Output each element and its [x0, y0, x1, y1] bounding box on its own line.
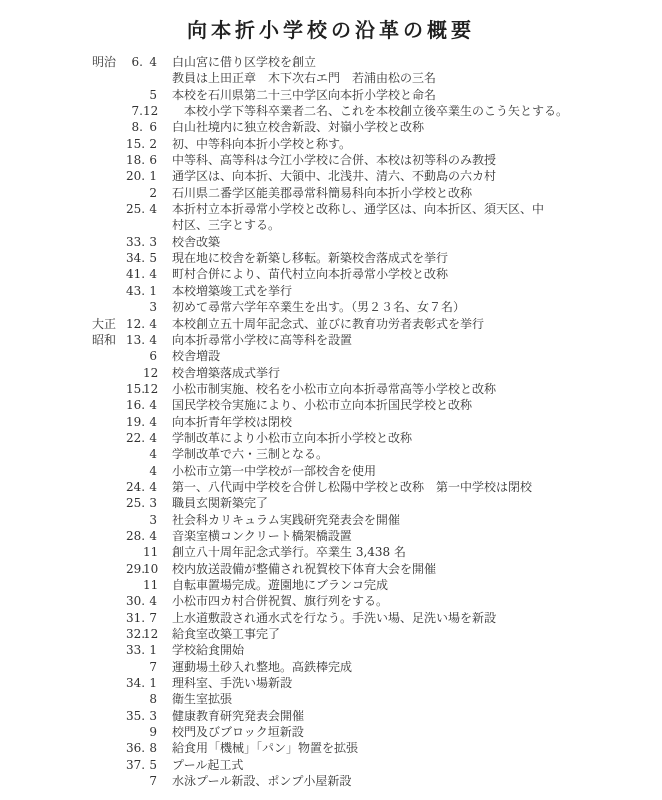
- timeline-row: [0, 381, 662, 397]
- row-year: 8.: [131, 120, 143, 135]
- row-year: 18.: [126, 153, 146, 168]
- timeline-row: [0, 610, 662, 626]
- row-event-text: 村区、三字とする。: [172, 218, 281, 233]
- row-month: 4: [149, 398, 157, 413]
- timeline-row: [0, 544, 662, 560]
- row-month: 2: [149, 185, 157, 200]
- timeline-row: [0, 512, 662, 528]
- timeline-row: [0, 479, 662, 495]
- row-year: 37.: [126, 757, 146, 772]
- row-event-text: 自転車置場完成。遊園地にブランコ完成: [172, 578, 389, 592]
- row-month: 6: [149, 349, 157, 364]
- row-year: 41.: [126, 267, 146, 282]
- timeline-row: [0, 414, 662, 430]
- row-event-text: 創立八十周年記念式挙行。卒業生 3,438 名: [172, 545, 406, 560]
- timeline-row: [0, 593, 662, 609]
- row-year: 29.: [126, 561, 146, 576]
- row-year: 7.: [131, 104, 143, 119]
- row-month: 4: [149, 332, 157, 347]
- row-year: 28.: [126, 528, 146, 543]
- timeline-row: [0, 740, 662, 756]
- timeline-row: [0, 250, 662, 266]
- row-year: 34.: [126, 251, 146, 266]
- timeline-row: [0, 757, 662, 773]
- row-event-text: 校舎改築: [172, 234, 221, 249]
- timeline-row: [0, 495, 662, 511]
- row-event-text: 衛生室拡張: [172, 692, 233, 707]
- row-era-label: 昭和: [92, 332, 117, 347]
- row-month: 1: [149, 169, 157, 184]
- row-year: 33.: [126, 643, 146, 658]
- row-month: 11: [143, 578, 159, 592]
- row-month: 10: [143, 561, 159, 576]
- row-event-text: 白山宮に借り区学校を創立: [172, 55, 317, 69]
- row-year: 34.: [126, 676, 146, 691]
- row-month: 11: [143, 545, 159, 560]
- timeline-row: [0, 708, 662, 724]
- row-year: 25.: [126, 496, 146, 511]
- row-month: 3: [149, 708, 157, 723]
- row-month: 6: [149, 153, 157, 168]
- row-event-text: 向本折尋常小学校に高等科を設置: [172, 332, 353, 347]
- row-event-text: 現在地に校舎を新築し移転。新築校舎落成式を挙行: [172, 251, 449, 266]
- row-month: 3: [149, 512, 157, 527]
- timeline-row: [0, 136, 662, 152]
- row-event-text: 校門及びブロック垣新設: [172, 725, 304, 740]
- timeline-row: [0, 217, 662, 233]
- row-month: 3: [149, 496, 157, 511]
- timeline-row: [0, 463, 662, 479]
- timeline-row: [0, 348, 662, 364]
- row-year: 35.: [126, 708, 146, 723]
- row-month: 1: [149, 643, 157, 658]
- timeline-row: [0, 70, 662, 86]
- row-year: 13.: [126, 332, 146, 347]
- timeline-row: [0, 626, 662, 642]
- row-month: 4: [149, 463, 157, 478]
- row-month: 4: [149, 528, 157, 543]
- row-event-text: 本校を石川県第二十三中学区向本折小学校と命名: [172, 87, 437, 102]
- timeline-row: [0, 185, 662, 201]
- row-year: 6.: [131, 55, 143, 69]
- row-month: 4: [149, 267, 157, 282]
- row-month: 3: [149, 234, 157, 249]
- row-event-text: 校舎増築落成式挙行: [172, 365, 281, 380]
- row-event-text: 社会科カリキュラム実践研究発表会を開催: [172, 512, 400, 527]
- row-month: 4: [149, 414, 157, 429]
- row-month: 9: [149, 725, 157, 740]
- row-month: 8: [149, 741, 157, 756]
- row-event-text: 教員は上田正章 木下次右エ門 若浦由松の三名: [172, 71, 437, 86]
- row-month: 4: [149, 202, 157, 217]
- row-month: 4: [149, 430, 157, 445]
- row-month: 12: [143, 104, 159, 119]
- row-event-text: 初めて尋常六学年卒業生を出す。（男２３名、女７名）: [172, 300, 466, 315]
- row-event-text: 給食用「機械」「パン」物置を拡張: [172, 741, 359, 756]
- row-month: 5: [149, 251, 157, 266]
- row-event-text: 向本折青年学校は閉校: [172, 414, 293, 429]
- row-month: 12: [143, 627, 159, 642]
- row-year: 15.: [126, 381, 146, 396]
- row-event-text: 上水道敷設され通水式を行なう。手洗い場、足洗い場を新設: [172, 610, 497, 625]
- row-year: 33.: [126, 234, 146, 249]
- row-event-text: 職員玄関新築完了: [172, 496, 269, 511]
- row-year: 12.: [126, 316, 146, 331]
- row-event-text: 学校給食開始: [172, 643, 245, 658]
- row-year: 43.: [126, 283, 146, 298]
- timeline-row: [0, 659, 662, 675]
- timeline-row: [0, 397, 662, 413]
- row-year: 31.: [126, 610, 146, 625]
- row-event-text: 小松市四カ村合併祝賀、旗行列をする。: [172, 594, 389, 609]
- row-year: 22.: [126, 430, 146, 445]
- row-month: 1: [149, 676, 157, 691]
- row-year: 32.: [126, 627, 146, 642]
- history-timeline: [0, 54, 662, 789]
- timeline-row: [0, 365, 662, 381]
- row-event-text: 校内放送設備が整備され祝賀校下体育大会を開催: [172, 561, 437, 576]
- page-title: 向本折小学校の沿革の概要: [187, 18, 475, 42]
- timeline-row: [0, 119, 662, 135]
- timeline-row: [0, 446, 662, 462]
- row-event-text: 健康教育研究発表会開催: [172, 708, 305, 723]
- row-event-text: 学制改革により小松市立向本折小学校と改称: [172, 430, 413, 445]
- row-month: 7: [149, 659, 157, 674]
- row-year: 16.: [126, 398, 146, 413]
- row-year: 15.: [126, 136, 146, 151]
- row-month: 4: [149, 55, 157, 69]
- row-event-text: 本折村立本折尋常小学校と改称し、通学区は、向本折区、須天区、中: [172, 202, 545, 217]
- timeline-row: [0, 103, 662, 119]
- row-month: 3: [149, 300, 157, 315]
- timeline-row: [0, 266, 662, 282]
- row-event-text: 石川県二番学区能美郡尋常科簡易科向本折小学校と改称: [172, 185, 473, 200]
- row-event-text: 音楽室横コンクリート橋架橋設置: [172, 528, 352, 543]
- row-era-label: 大正: [92, 316, 117, 331]
- timeline-row: [0, 577, 662, 593]
- row-event-text: 本校増築竣工式を挙行: [172, 283, 293, 298]
- timeline-row: [0, 201, 662, 217]
- row-year: 25.: [126, 202, 146, 217]
- row-event-text: 小松市立第一中学校が一部校舎を使用: [172, 463, 377, 478]
- row-event-text: 理科室、手洗い場新設: [172, 676, 293, 691]
- row-month: 4: [149, 479, 157, 494]
- timeline-row: [0, 528, 662, 544]
- timeline-row: [0, 87, 662, 103]
- row-event-text: 本校小学下等科卒業者二名、これを本校創立後卒業生のこう矢とする。: [172, 104, 569, 119]
- row-month: 1: [149, 283, 157, 298]
- row-month: 8: [149, 692, 157, 707]
- timeline-row: [0, 234, 662, 250]
- timeline-row: [0, 283, 662, 299]
- row-event-text: プール起工式: [172, 757, 244, 772]
- timeline-row: [0, 168, 662, 184]
- row-event-text: 小松市制実施、校名を小松市立向本折尋常高等小学校と改称: [172, 381, 497, 396]
- row-event-text: 中等科、高等科は今江小学校に合併、本校は初等科のみ教授: [172, 153, 497, 168]
- timeline-row: [0, 152, 662, 168]
- row-year: 20.: [126, 169, 146, 184]
- row-month: 4: [149, 594, 157, 609]
- row-event-text: 学制改革で六・三制となる。: [172, 447, 329, 462]
- row-era-label: 明治: [92, 55, 117, 69]
- row-event-text: 第一、八代両中学校を合併し松陽中学校と改称 第一中学校は閉校: [172, 479, 533, 494]
- timeline-row: [0, 54, 662, 70]
- row-month: 6: [149, 120, 157, 135]
- row-event-text: 初、中等科向本折小学校と称す。: [172, 136, 352, 151]
- timeline-row: [0, 675, 662, 691]
- row-month: 2: [149, 136, 157, 151]
- timeline-row: [0, 430, 662, 446]
- row-month: 7: [149, 774, 157, 789]
- row-month: 4: [149, 316, 157, 331]
- row-event-text: 運動場土砂入れ整地。高鉄棒完成: [172, 659, 353, 674]
- row-year: 36.: [126, 741, 146, 756]
- row-month: 12: [143, 365, 159, 380]
- timeline-row: [0, 316, 662, 332]
- row-event-text: 国民学校令実施により、小松市立向本折国民学校と改称: [172, 398, 473, 413]
- row-month: 12: [143, 381, 159, 396]
- row-event-text: 町村合併により、苗代村立向本折尋常小学校と改称: [172, 267, 449, 282]
- timeline-row: [0, 691, 662, 707]
- row-month: 4: [149, 447, 157, 462]
- row-event-text: 白山社境内に独立校舎新設、対嶺小学校と改称: [172, 120, 425, 135]
- row-month: 5: [149, 757, 157, 772]
- row-year: 24.: [126, 479, 146, 494]
- timeline-row: [0, 561, 662, 577]
- timeline-row: [0, 724, 662, 740]
- row-year: 19.: [126, 414, 146, 429]
- row-event-text: 本校創立五十周年記念式、並びに教育功労者表彰式を挙行: [172, 316, 485, 331]
- row-month: 5: [149, 87, 157, 102]
- timeline-row: [0, 773, 662, 789]
- timeline-row: [0, 332, 662, 348]
- row-year: 30.: [126, 594, 146, 609]
- timeline-row: [0, 299, 662, 315]
- row-event-text: 水泳プール新設、ポンプ小屋新設: [172, 774, 352, 789]
- timeline-row: [0, 642, 662, 658]
- row-event-text: 通学区は、向本折、大領中、北浅井、清六、不動島の六カ村: [172, 169, 497, 184]
- row-event-text: 給食室改築工事完了: [172, 627, 281, 642]
- row-month: 7: [149, 610, 157, 625]
- row-event-text: 校舎増設: [172, 349, 221, 364]
